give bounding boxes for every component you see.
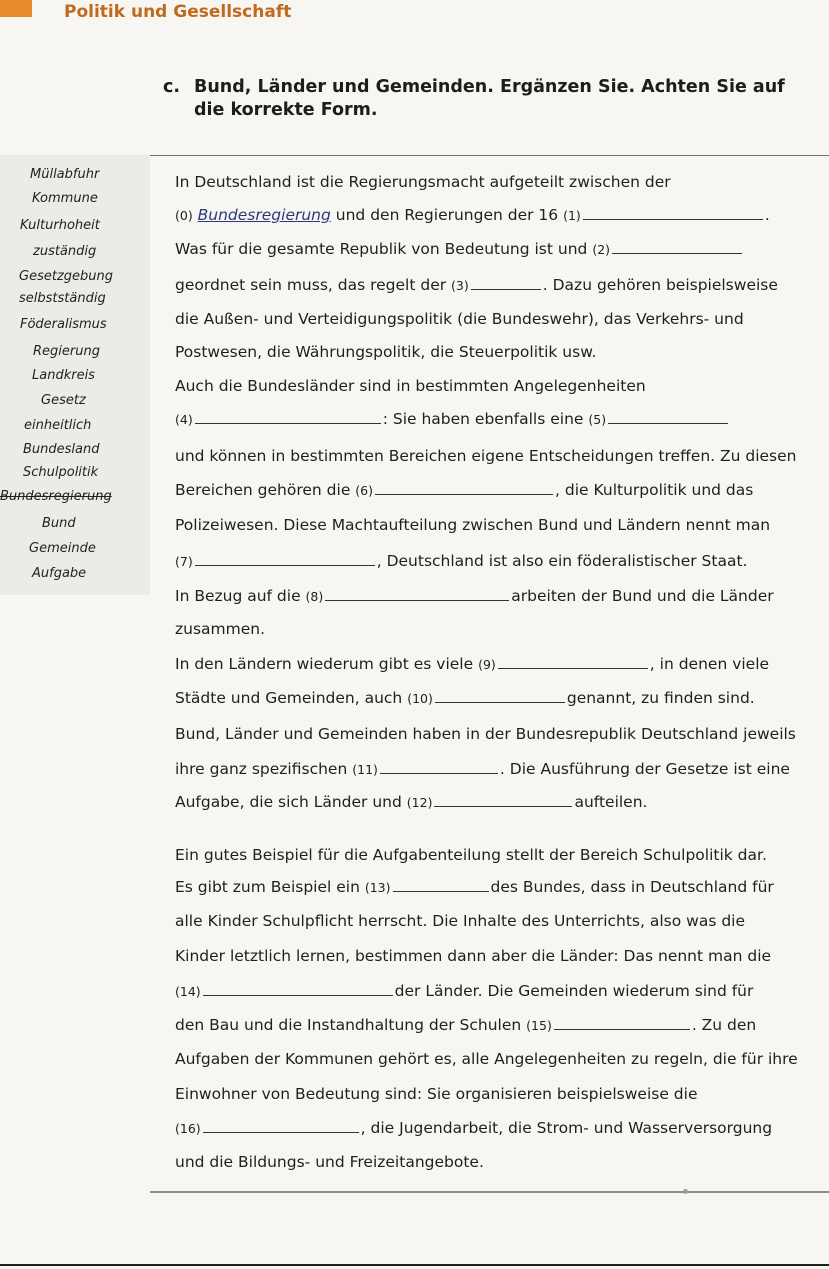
word-box-item: Gesetzgebung (19, 269, 113, 284)
text-line: In den Ländern wiederum gibt es viele (9) , in denen viele (175, 655, 770, 673)
text-line: Es gibt zum Beispiel ein (13) des Bundes, dass in Deutschland für (175, 878, 774, 896)
text-line: geordnet sein muss, das regelt der (3) . Dazu gehören beispielsweise (175, 276, 778, 294)
text-line: In Deutschland ist die Regierungsmacht aufgeteilt zwischen der (175, 173, 671, 191)
gap-11[interactable] (380, 761, 498, 774)
gap-8[interactable] (325, 588, 509, 601)
word-box-item: Bundesland (23, 442, 100, 457)
gap-13[interactable] (393, 879, 489, 892)
text-line: Postwesen, die Währungspolitik, die Steuerpolitik usw. (175, 343, 597, 361)
text-line: Was für die gesamte Republik von Bedeutung ist und (2) (175, 240, 744, 258)
gap-12[interactable] (434, 794, 572, 807)
word-box-item: Kulturhoheit (20, 218, 100, 233)
text-line: die Außen- und Verteidigungspolitik (die Bundeswehr), das Verkehrs- und (175, 310, 744, 328)
section-color-tab (0, 0, 32, 17)
text-line: Ein gutes Beispiel für die Aufgabenteilung stellt der Bereich Schulpolitik dar. (175, 846, 767, 864)
gap-6[interactable] (375, 482, 553, 495)
text-line: (4) : Sie haben ebenfalls eine (5) (175, 410, 730, 428)
text-line: Einwohner von Bedeutung sind: Sie organisieren beispielsweise die (175, 1085, 698, 1103)
word-box-item-used: Bundesregierung (0, 489, 112, 504)
text-line: Aufgabe, die sich Länder und (12) aufteilen. (175, 793, 648, 811)
word-box-item: Regierung (33, 344, 100, 359)
word-box-item: Kommune (32, 191, 98, 206)
word-box-item: Aufgabe (32, 566, 87, 581)
text-line: Aufgaben der Kommunen gehört es, alle Angelegenheiten zu regeln, die für ihre (175, 1050, 798, 1068)
text-line: Auch die Bundesländer sind in bestimmten Angelegenheiten (175, 377, 646, 395)
bottom-rule (150, 1191, 829, 1193)
word-box-item: selbstständig (19, 291, 106, 306)
text-line: Bereichen gehören die (6) , die Kulturpolitik und das (175, 481, 754, 499)
text-line: den Bau und die Instandhaltung der Schulen (15) . Zu den (175, 1016, 757, 1034)
task-instruction: Bund, Länder und Gemeinden. Ergänzen Sie. Achten Sie auf die korrekte Form. (194, 77, 785, 120)
text-line: (7) , Deutschland ist also ein föderalistischer Staat. (175, 552, 748, 570)
text-line: und können in bestimmten Bereichen eigene Entscheidungen treffen. Zu diesen (175, 447, 797, 465)
gap-1[interactable] (583, 207, 763, 220)
word-box-item: Bund (42, 516, 76, 531)
word-box-item: Schulpolitik (23, 465, 99, 480)
word-box-item: Föderalismus (20, 317, 107, 332)
task-letter: c. (163, 77, 181, 97)
gap-10[interactable] (435, 690, 565, 703)
text-line: (14) der Länder. Die Gemeinden wiederum sind für (175, 982, 754, 1000)
text-line: Kinder letztlich lernen, bestimmen dann aber die Länder: Das nennt man die (175, 947, 772, 965)
gap-3[interactable] (471, 277, 541, 290)
text-line: Bund, Länder und Gemeinden haben in der Bundesrepublik Deutschland jeweils (175, 725, 796, 743)
word-box-item: zuständig (33, 244, 97, 259)
example-answer: Bundesregierung (197, 206, 331, 224)
footer-line (0, 1264, 829, 1266)
top-rule (150, 155, 829, 156)
word-box-item: Müllabfuhr (30, 167, 100, 182)
text-line: zusammen. (175, 620, 266, 638)
gap-5[interactable] (608, 411, 728, 424)
gap-15[interactable] (554, 1017, 690, 1030)
word-box-item: Landkreis (32, 368, 95, 383)
text-line: Städte und Gemeinden, auch (10) genannt, zu finden sind. (175, 689, 755, 707)
word-box (0, 155, 150, 595)
word-box-item: Gesetz (41, 393, 86, 408)
text-line: und die Bildungs- und Freizeitangebote. (175, 1153, 484, 1171)
word-box-item: Gemeinde (29, 541, 96, 556)
gap-9[interactable] (498, 656, 648, 669)
text-line: In Bezug auf die (8) arbeiten der Bund und die Länder (175, 587, 774, 605)
text-line: Polizeiwesen. Diese Machtaufteilung zwischen Bund und Ländern nennt man (175, 516, 771, 534)
gap-7[interactable] (195, 553, 375, 566)
gap-14[interactable] (203, 983, 393, 996)
gap-4[interactable] (195, 411, 381, 424)
text-line: (16) , die Jugendarbeit, die Strom- und Wasserversorgung (175, 1119, 773, 1137)
text-line: (0) Bundesregierung und den Regierungen der 16 (1) . (175, 206, 770, 224)
gap-16[interactable] (203, 1120, 359, 1133)
rule-dot (683, 1189, 688, 1194)
gap-2[interactable] (612, 241, 742, 254)
text-line: alle Kinder Schulpflicht herrscht. Die Inhalte des Unterrichts, also was die (175, 912, 746, 930)
section-title: Politik und Gesellschaft (64, 2, 292, 22)
word-box-item: einheitlich (24, 418, 92, 433)
text-line: ihre ganz spezifischen (11) . Die Ausführung der Gesetze ist eine (175, 760, 790, 778)
